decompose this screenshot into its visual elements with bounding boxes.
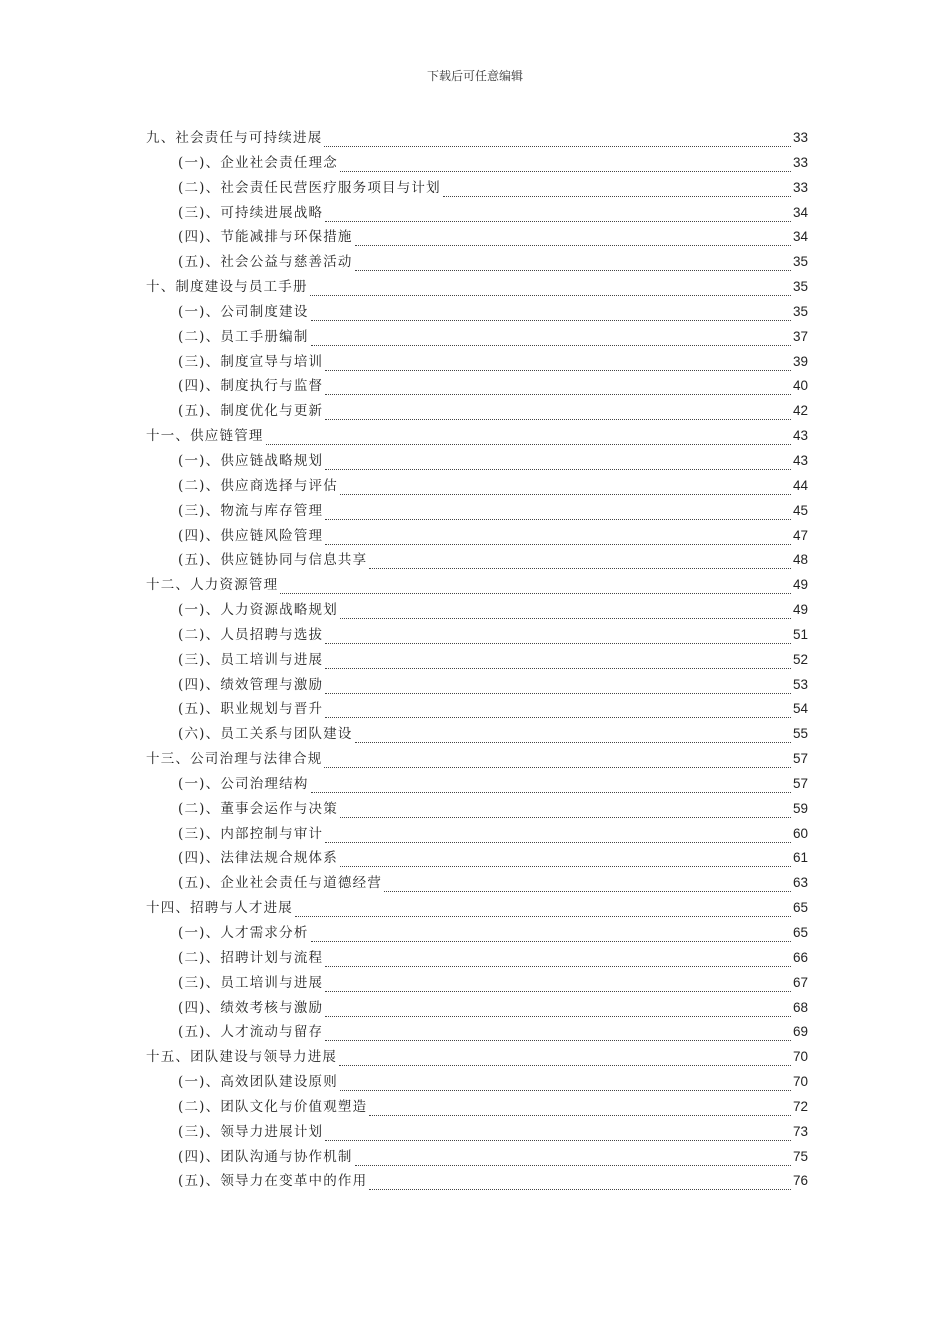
toc-entry-label: (一)、高效团队建设原则 <box>178 1074 338 1091</box>
toc-section-entry[interactable] <box>146 971 808 996</box>
toc-dot-leader <box>340 155 791 172</box>
toc-page-number: 57 <box>792 775 808 791</box>
toc-dot-leader <box>340 602 791 619</box>
toc-section-entry[interactable] <box>146 921 808 946</box>
toc-entry-label: 十四、招聘与人才进展 <box>146 900 293 917</box>
toc-entry-label: (二)、社会责任民营医疗服务项目与计划 <box>178 179 441 196</box>
toc-entry-label: (五)、供应链协同与信息共享 <box>178 552 368 569</box>
toc-entry-label: (五)、社会公益与慈善活动 <box>178 254 353 271</box>
toc-chapter-entry[interactable] <box>146 896 808 921</box>
toc-dot-leader <box>355 254 791 271</box>
toc-dot-leader <box>369 552 791 569</box>
toc-dot-leader <box>325 950 791 967</box>
toc-chapter-entry[interactable] <box>146 747 808 772</box>
toc-section-entry[interactable] <box>146 946 808 971</box>
toc-entry-label: (五)、制度优化与更新 <box>178 403 324 420</box>
toc-section-entry[interactable] <box>146 325 808 350</box>
toc-entry-label: (二)、员工手册编制 <box>178 328 309 345</box>
toc-entry-label: (三)、领导力进展计划 <box>178 1123 324 1140</box>
toc-section-entry[interactable] <box>146 300 808 325</box>
toc-page-number: 61 <box>792 850 808 866</box>
toc-entry-label: (四)、法律法规合规体系 <box>178 850 338 867</box>
toc-page-number: 59 <box>792 800 808 816</box>
toc-entry-label: 九、社会责任与可持续进展 <box>146 130 323 146</box>
toc-page-number: 45 <box>792 502 808 518</box>
toc-entry-label: (三)、制度宣导与培训 <box>178 353 324 370</box>
toc-dot-leader <box>266 428 791 445</box>
toc-entry-label: (一)、公司制度建设 <box>178 303 309 320</box>
toc-page-number: 42 <box>792 403 808 419</box>
page-header: 下载后可任意编辑 <box>426 69 523 83</box>
toc-entry-label: (二)、招聘计划与流程 <box>178 949 324 966</box>
toc-section-entry[interactable] <box>146 250 808 275</box>
toc-dot-leader <box>310 279 791 296</box>
toc-dot-leader <box>325 1000 791 1017</box>
toc-section-entry[interactable] <box>146 1020 808 1045</box>
toc-section-entry[interactable] <box>146 524 808 549</box>
toc-chapter-entry[interactable] <box>146 573 808 598</box>
toc-entry-label: 十二、人力资源管理 <box>146 577 279 594</box>
toc-entry-label: (三)、内部控制与审计 <box>178 825 324 842</box>
toc-page-number: 57 <box>792 751 808 767</box>
toc-dot-leader <box>325 205 791 222</box>
toc-page-number: 49 <box>792 577 808 593</box>
toc-dot-leader <box>311 776 791 793</box>
toc-dot-leader <box>311 329 791 346</box>
toc-section-entry[interactable] <box>146 1169 808 1194</box>
toc-page-number: 67 <box>792 974 808 990</box>
toc-entry-label: (一)、人才需求分析 <box>178 925 309 941</box>
toc-page-number: 72 <box>792 1098 808 1114</box>
toc-dot-leader <box>325 975 791 992</box>
toc-dot-leader <box>369 1173 791 1190</box>
toc-entry-label: (二)、董事会运作与决策 <box>178 800 338 817</box>
toc-page-number: 33 <box>792 179 808 195</box>
toc-dot-leader <box>311 304 791 321</box>
toc-dot-leader <box>325 627 791 644</box>
toc-section-entry[interactable] <box>146 598 808 623</box>
toc-section-entry[interactable] <box>146 772 808 797</box>
toc-page-number: 70 <box>792 1049 808 1065</box>
toc-section-entry[interactable] <box>146 648 808 673</box>
toc-dot-leader <box>340 1074 791 1091</box>
toc-dot-leader <box>384 875 791 892</box>
table-of-contents <box>146 126 808 1194</box>
toc-dot-leader <box>355 229 791 246</box>
toc-page-number: 35 <box>792 279 808 295</box>
toc-entry-label: (三)、物流与库存管理 <box>178 502 324 519</box>
toc-chapter-entry[interactable] <box>146 424 808 449</box>
toc-entry-label: (五)、企业社会责任与道德经营 <box>178 875 383 892</box>
toc-page-number: 63 <box>792 875 808 891</box>
toc-page-number: 33 <box>792 130 808 145</box>
toc-section-entry[interactable] <box>146 1095 808 1120</box>
toc-page-number: 35 <box>792 303 808 319</box>
toc-dot-leader <box>325 1024 791 1041</box>
toc-dot-leader <box>325 701 791 718</box>
toc-page-number: 60 <box>792 825 808 841</box>
toc-page-number: 37 <box>792 328 808 344</box>
toc-page-number: 39 <box>792 353 808 369</box>
toc-page-number: 34 <box>792 229 808 245</box>
toc-page-number: 44 <box>792 477 808 493</box>
toc-page-number: 48 <box>792 552 808 568</box>
toc-dot-leader <box>325 652 791 669</box>
toc-entry-label: (二)、供应商选择与评估 <box>178 477 338 494</box>
toc-dot-leader <box>325 528 791 545</box>
toc-section-entry[interactable] <box>146 871 808 896</box>
toc-entry-label: (三)、员工培训与进展 <box>178 974 324 991</box>
toc-page-number: 35 <box>792 254 808 270</box>
toc-entry-label: 十五、团队建设与领导力进展 <box>146 1049 338 1066</box>
toc-page-number: 66 <box>792 949 808 965</box>
toc-entry-label: (四)、团队沟通与协作机制 <box>178 1148 353 1165</box>
toc-entry-label: (五)、职业规划与晋升 <box>178 701 324 718</box>
toc-section-entry[interactable] <box>146 722 808 747</box>
toc-dot-leader <box>355 726 791 743</box>
toc-dot-leader <box>324 751 791 768</box>
toc-dot-leader <box>339 1049 791 1066</box>
toc-page-number: 75 <box>792 1148 808 1164</box>
toc-page-number: 43 <box>792 428 808 444</box>
toc-section-entry[interactable] <box>146 623 808 648</box>
toc-entry-label: (四)、绩效考核与激励 <box>178 999 324 1016</box>
toc-section-entry[interactable] <box>146 548 808 573</box>
toc-page-number: 73 <box>792 1123 808 1139</box>
toc-entry-label: (一)、供应链战略规划 <box>178 452 324 469</box>
toc-entry-label: (四)、绩效管理与激励 <box>178 676 324 693</box>
toc-section-entry[interactable] <box>146 201 808 226</box>
toc-entry-label: (六)、员工关系与团队建设 <box>178 726 353 743</box>
toc-dot-leader <box>325 378 791 395</box>
toc-chapter-entry[interactable] <box>146 126 808 151</box>
toc-dot-leader <box>325 403 791 420</box>
toc-entry-label: (五)、人才流动与留存 <box>178 1024 324 1041</box>
toc-page-number: 68 <box>792 999 808 1015</box>
toc-entry-label: (四)、制度执行与监督 <box>178 378 324 395</box>
toc-section-entry[interactable] <box>146 225 808 250</box>
toc-entry-label: (一)、人力资源战略规划 <box>178 602 338 619</box>
toc-entry-label: (三)、员工培训与进展 <box>178 651 324 668</box>
toc-entry-label: (二)、团队文化与价值观塑造 <box>178 1098 368 1115</box>
toc-dot-leader <box>355 1149 791 1166</box>
toc-page-number: 40 <box>792 378 808 394</box>
toc-page-number: 69 <box>792 1024 808 1040</box>
toc-section-entry[interactable] <box>146 374 808 399</box>
toc-section-entry[interactable] <box>146 474 808 499</box>
toc-section-entry[interactable] <box>146 499 808 524</box>
toc-dot-leader <box>280 577 791 594</box>
toc-entry-label: 十一、供应链管理 <box>146 428 264 445</box>
toc-section-entry[interactable] <box>146 673 808 698</box>
toc-entry-label: (三)、可持续进展战略 <box>178 204 324 221</box>
toc-section-entry[interactable] <box>146 449 808 474</box>
toc-dot-leader <box>325 354 791 371</box>
toc-page-number: 65 <box>792 900 808 916</box>
toc-dot-leader <box>311 925 791 942</box>
toc-section-entry[interactable] <box>146 399 808 424</box>
toc-page-number: 49 <box>792 602 808 618</box>
toc-section-entry[interactable] <box>146 1070 808 1095</box>
toc-section-entry[interactable] <box>146 151 808 176</box>
toc-page-number: 43 <box>792 452 808 468</box>
toc-page-number: 70 <box>792 1074 808 1090</box>
toc-section-entry[interactable] <box>146 176 808 201</box>
toc-page-number: 65 <box>792 925 808 940</box>
toc-section-entry[interactable] <box>146 697 808 722</box>
toc-page-number: 76 <box>792 1173 808 1189</box>
toc-dot-leader <box>340 478 791 495</box>
toc-section-entry[interactable] <box>146 822 808 847</box>
toc-page-number: 34 <box>792 204 808 220</box>
toc-entry-label: (二)、人员招聘与选拔 <box>178 626 324 643</box>
toc-page-number: 51 <box>792 626 808 642</box>
toc-section-entry[interactable] <box>146 350 808 375</box>
toc-dot-leader <box>340 801 791 818</box>
toc-entry-label: 十、制度建设与员工手册 <box>146 279 308 296</box>
toc-dot-leader <box>295 900 791 917</box>
toc-chapter-entry[interactable] <box>146 275 808 300</box>
toc-section-entry[interactable] <box>146 797 808 822</box>
toc-entry-label: (四)、供应链风险管理 <box>178 527 324 544</box>
toc-dot-leader <box>443 180 791 197</box>
toc-page-number: 47 <box>792 527 808 543</box>
toc-page-number: 52 <box>792 651 808 667</box>
toc-dot-leader <box>369 1099 791 1116</box>
toc-page-number: 53 <box>792 676 808 692</box>
toc-dot-leader <box>325 503 791 520</box>
toc-dot-leader <box>340 850 791 867</box>
toc-dot-leader <box>325 1124 791 1141</box>
toc-section-entry[interactable] <box>146 996 808 1021</box>
toc-entry-label: (五)、领导力在变革中的作用 <box>178 1173 368 1190</box>
toc-dot-leader <box>325 677 791 694</box>
toc-entry-label: 十三、公司治理与法律合规 <box>146 751 323 768</box>
toc-page-number: 54 <box>792 701 808 717</box>
toc-entry-label: (一)、公司治理结构 <box>178 775 309 792</box>
toc-dot-leader <box>325 826 791 843</box>
toc-entry-label: (四)、节能减排与环保措施 <box>178 229 353 246</box>
toc-entry-label: (一)、企业社会责任理念 <box>178 154 338 171</box>
toc-page-number: 33 <box>792 154 808 170</box>
toc-page-number: 55 <box>792 726 808 742</box>
toc-section-entry[interactable] <box>146 1145 808 1170</box>
toc-dot-leader <box>324 130 791 147</box>
toc-chapter-entry[interactable] <box>146 1045 808 1070</box>
toc-section-entry[interactable] <box>146 1120 808 1145</box>
toc-section-entry[interactable] <box>146 846 808 871</box>
toc-dot-leader <box>325 453 791 470</box>
